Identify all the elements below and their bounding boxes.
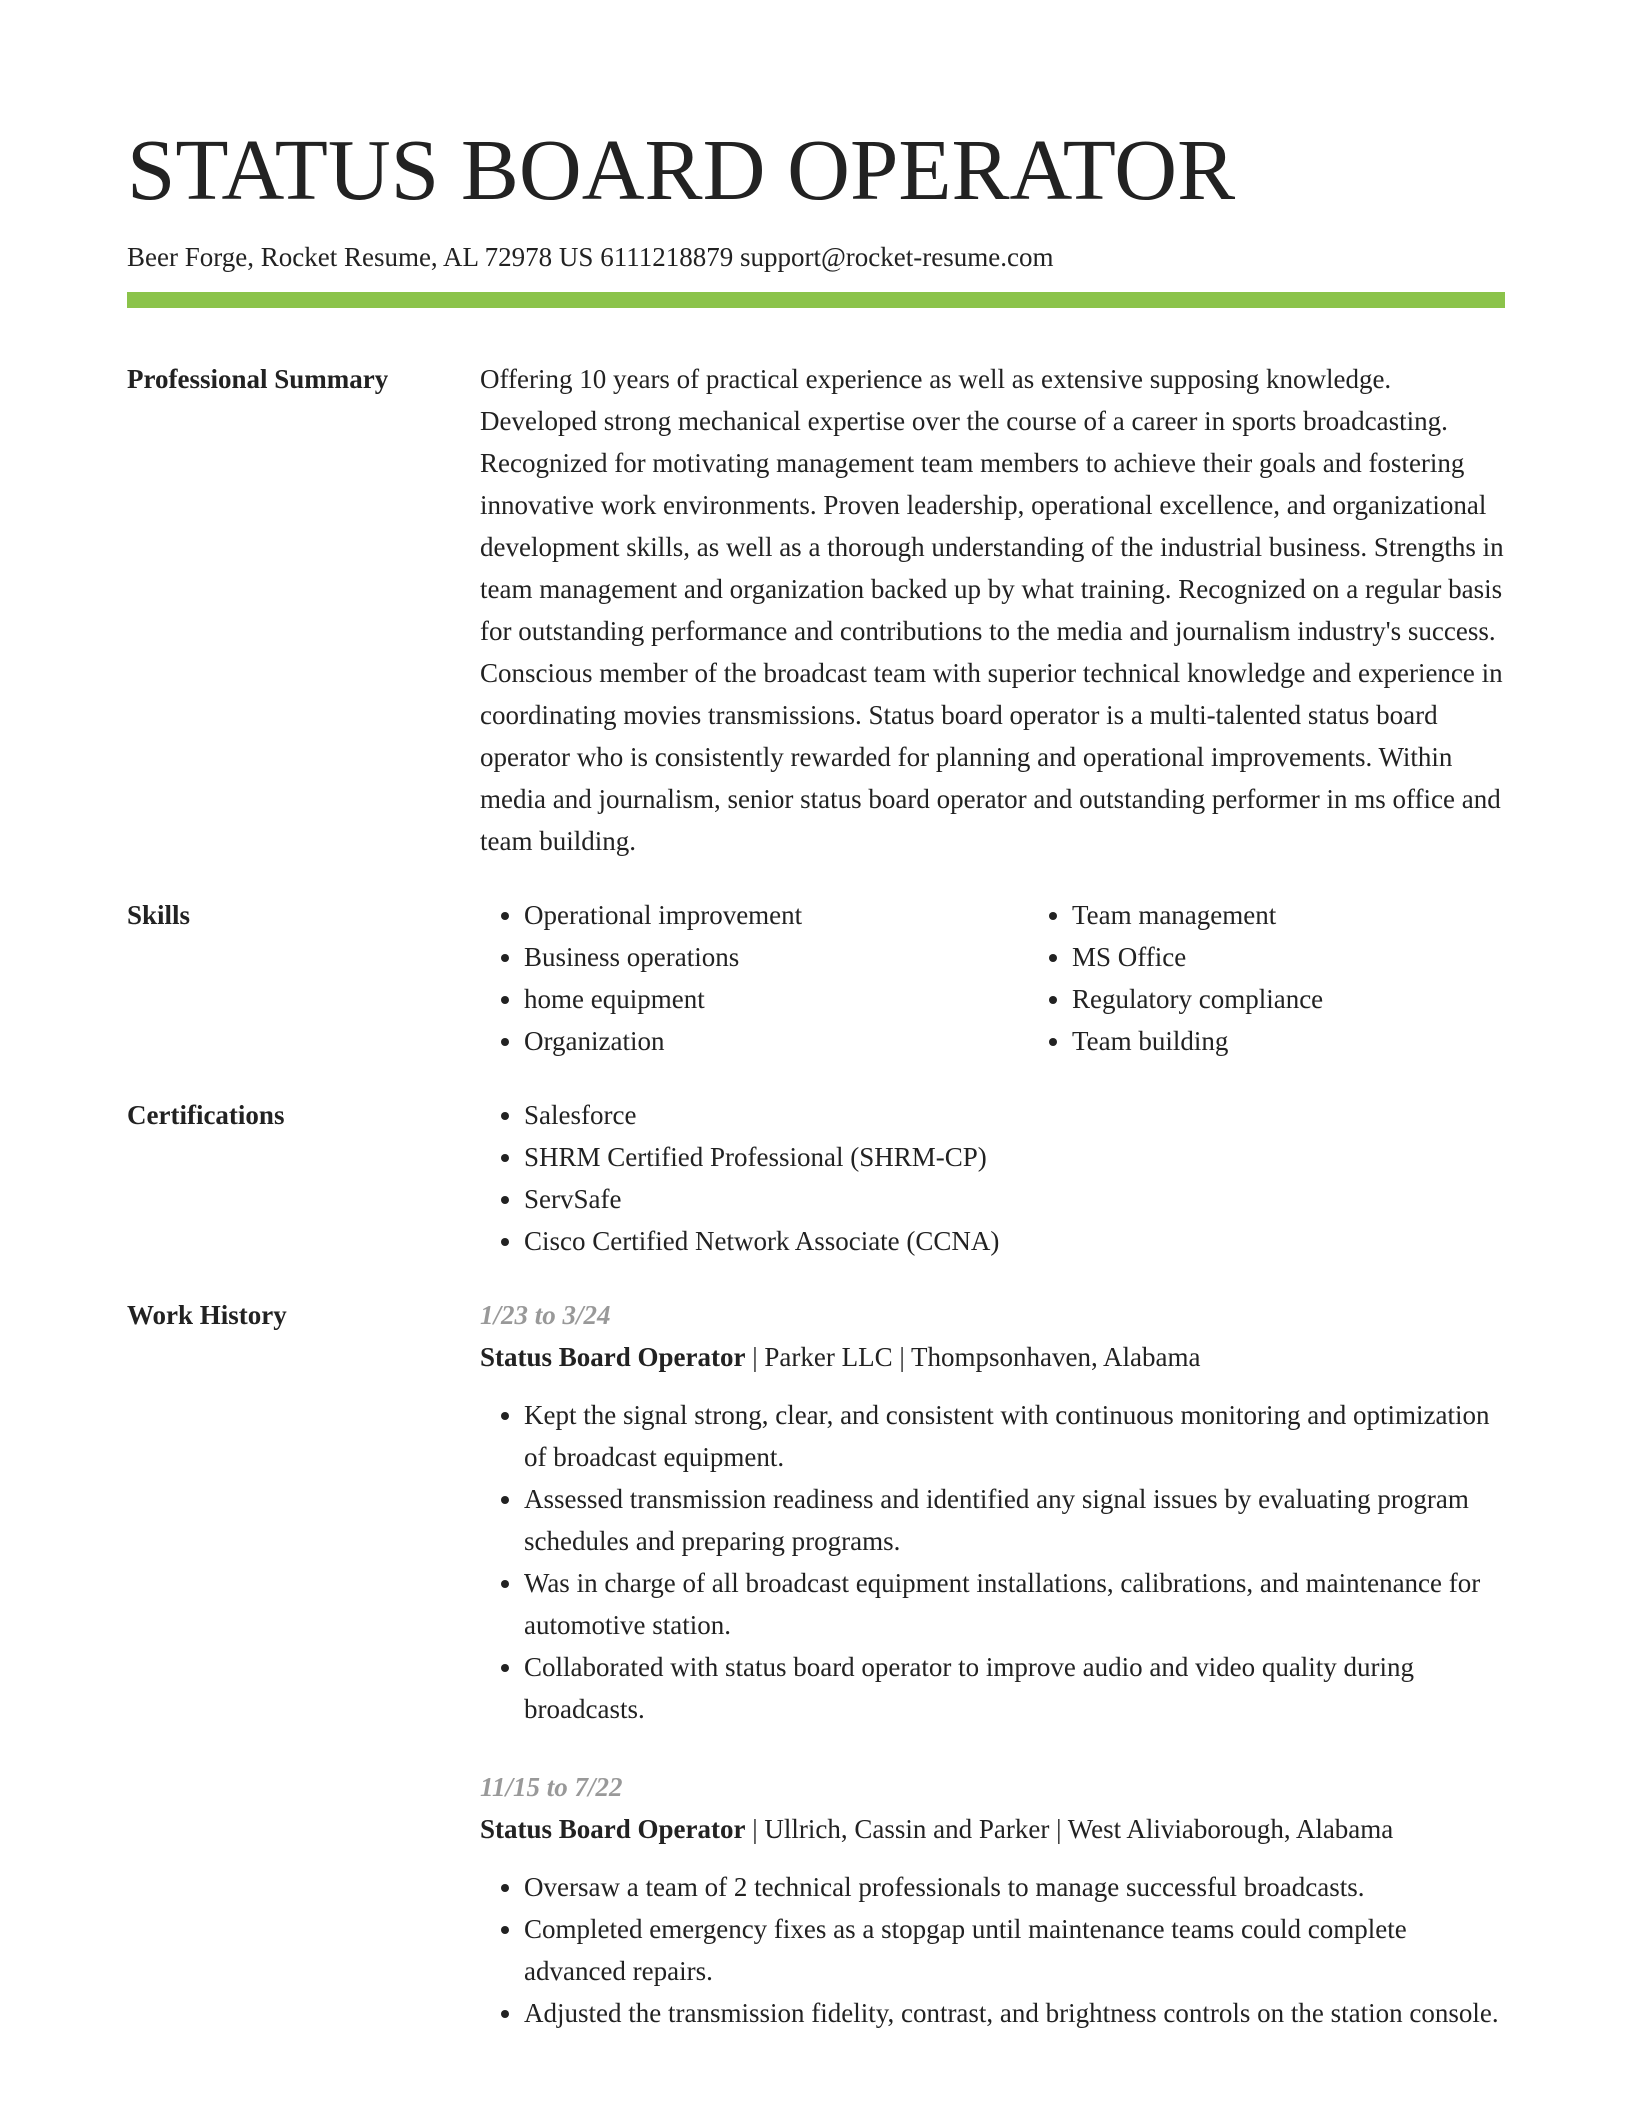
- job-bullet: • Assessed transmission readiness and identified any signal issues by evaluating program schedules and preparing programs.: [524, 1478, 1505, 1562]
- job-bullet: • Oversaw a team of 2 technical professionals to manage successful broadcasts.: [524, 1866, 1505, 1908]
- certification-item: • Cisco Certified Network Associate (CCNA): [524, 1220, 1505, 1262]
- job-employer-location: | Parker LLC | Thompsonhaven, Alabama: [745, 1342, 1201, 1372]
- skill-item: • Organization: [524, 1020, 1028, 1062]
- skill-item: • Team management: [1072, 894, 1576, 936]
- job-bullets: [480, 1866, 1505, 2034]
- job-bullet: • Completed emergency fixes as a stopgap until maintenance teams could complete advanced repairs.: [524, 1908, 1505, 1992]
- accent-divider: [127, 292, 1505, 308]
- job-bullet: • Kept the signal strong, clear, and consistent with continuous monitoring and optimization of broadcast equipment.: [524, 1394, 1505, 1478]
- skill-item: • Business operations: [524, 936, 1028, 978]
- job-employer-location: | Ullrich, Cassin and Parker | West Aliviaborough, Alabama: [745, 1814, 1394, 1844]
- certification-item: • ServSafe: [524, 1178, 1505, 1220]
- section-heading-work-history: Work History: [127, 1300, 287, 1330]
- section-heading-summary: Professional Summary: [127, 364, 389, 394]
- professional-summary-section: [127, 358, 1505, 862]
- skill-item: • MS Office: [1072, 936, 1576, 978]
- job-dates: 11/15 to 7/22: [480, 1772, 623, 1802]
- contact-line: Beer Forge, Rocket Resume, AL 72978 US 6111218879 support@rocket-resume.com: [127, 242, 1054, 272]
- skills-section: [127, 894, 1505, 1062]
- section-heading-certifications: Certifications: [127, 1100, 285, 1130]
- work-history-body: [480, 1294, 1505, 2070]
- certification-item: • Salesforce: [524, 1094, 1505, 1136]
- skill-item: • Regulatory compliance: [1072, 978, 1576, 1020]
- skill-item: • Team building: [1072, 1020, 1576, 1062]
- resume-page: [127, 0, 1505, 2070]
- skills-grid: [480, 894, 1576, 1062]
- certifications-list: [480, 1094, 1505, 1262]
- job-title-line: [480, 1808, 1505, 1850]
- summary-text: Offering 10 years of practical experience as well as extensive supposing knowledge. Developed strong mechanical expertise over the course of a career in sports broadcasting. Recognized for motivating management team members to achieve their goals and fostering innovative work environments. Proven leadership, operational excellence, and organizational development skills, as well as a thorough understanding of the industrial business. Strengths in team management and organization backed up by what training. Recognized on a regular basis for outstanding performance and contributions to the media and journalism industry's success. Conscious member of the broadcast team with superior technical knowledge and experience in coordinating movies transmissions. Status board operator is a multi-talented status board operator who is consistently rewarded for planning and operational improvements. Within media and journalism, senior status board operator and outstanding performer in ms office and team building.: [480, 364, 1504, 856]
- job-dates: 1/23 to 3/24: [480, 1300, 611, 1330]
- job-entry: [480, 1294, 1505, 1730]
- job-role: Status Board Operator: [480, 1342, 746, 1372]
- candidate-name: STATUS BOARD OPERATOR: [127, 121, 1236, 218]
- job-bullet: • Collaborated with status board operator to improve audio and video quality during broadcasts.: [524, 1646, 1505, 1730]
- job-role: Status Board Operator: [480, 1814, 746, 1844]
- certifications-section: [127, 1094, 1505, 1262]
- job-bullet: • Was in charge of all broadcast equipment installations, calibrations, and maintenance for automotive station.: [524, 1562, 1505, 1646]
- skill-item: • Operational improvement: [524, 894, 1028, 936]
- job-bullets: [480, 1394, 1505, 1730]
- certifications-body: [480, 1094, 1505, 1262]
- work-history-section: [127, 1294, 1505, 2070]
- certification-item: • SHRM Certified Professional (SHRM-CP): [524, 1136, 1505, 1178]
- skill-item: • home equipment: [524, 978, 1028, 1020]
- job-title-line: [480, 1336, 1505, 1378]
- skills-list-left: [480, 894, 1028, 1062]
- job-bullet: • Adjusted the transmission fidelity, contrast, and brightness controls on the station console.: [524, 1992, 1505, 2034]
- job-entry: [480, 1766, 1505, 2034]
- skills-list-right: [1028, 894, 1576, 1062]
- section-heading-skills: Skills: [127, 900, 191, 930]
